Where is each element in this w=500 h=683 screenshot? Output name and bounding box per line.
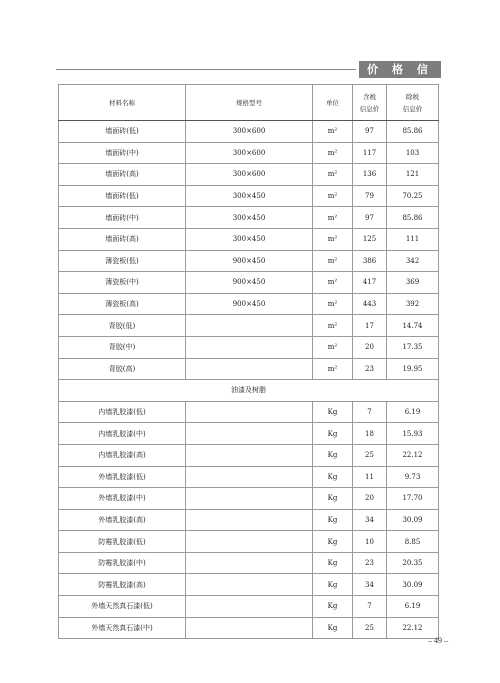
cell-price-tax-excl: 342 xyxy=(387,250,439,272)
cell-unit: Kg xyxy=(313,423,353,445)
cell-name: 墙面砖(低) xyxy=(59,185,186,207)
cell-price-tax-incl: 79 xyxy=(353,185,387,207)
cell-unit: Kg xyxy=(313,552,353,574)
cell-name: 外墙乳胶漆(高) xyxy=(59,509,186,531)
col-header-unit: 单位 xyxy=(313,85,353,121)
cell-price-tax-incl: 125 xyxy=(353,228,387,250)
cell-spec: 900×450 xyxy=(186,293,313,315)
cell-unit: m² xyxy=(313,315,353,337)
cell-price-tax-excl: 70.25 xyxy=(387,185,439,207)
table-row xyxy=(59,272,439,294)
cell-unit: Kg xyxy=(313,444,353,466)
section-badge: 价 格 信 息 xyxy=(359,61,441,78)
cell-name: 墙面砖(高) xyxy=(59,164,186,186)
cell-price-tax-incl: 18 xyxy=(353,423,387,445)
cell-unit: m² xyxy=(313,207,353,229)
table-row xyxy=(59,164,439,186)
table-row xyxy=(59,401,439,423)
table-body xyxy=(59,121,439,639)
cell-name: 防霉乳胶漆(中) xyxy=(59,552,186,574)
cell-spec xyxy=(186,423,313,445)
cell-price-tax-excl: 9.73 xyxy=(387,466,439,488)
table-row xyxy=(59,531,439,553)
table-row xyxy=(59,315,439,337)
cell-unit: m² xyxy=(313,142,353,164)
cell-unit: m² xyxy=(313,293,353,315)
cell-price-tax-incl: 25 xyxy=(353,617,387,639)
table-row xyxy=(59,142,439,164)
table-row xyxy=(59,574,439,596)
table-row xyxy=(59,423,439,445)
cell-spec xyxy=(186,401,313,423)
cell-spec xyxy=(186,596,313,618)
table-row xyxy=(59,617,439,639)
table-row xyxy=(59,207,439,229)
cell-price-tax-incl: 20 xyxy=(353,336,387,358)
cell-spec: 300×600 xyxy=(186,121,313,143)
cell-price-tax-incl: 97 xyxy=(353,121,387,143)
cell-spec xyxy=(186,552,313,574)
table-row xyxy=(59,121,439,143)
cell-name: 内墙乳胶漆(中) xyxy=(59,423,186,445)
cell-name: 墙面砖(低) xyxy=(59,121,186,143)
cell-name: 墙面砖(中) xyxy=(59,142,186,164)
cell-price-tax-incl: 11 xyxy=(353,466,387,488)
cell-spec: 900×450 xyxy=(186,272,313,294)
cell-price-tax-incl: 443 xyxy=(353,293,387,315)
cell-price-tax-incl: 34 xyxy=(353,509,387,531)
cell-price-tax-incl: 20 xyxy=(353,488,387,510)
cell-spec xyxy=(186,444,313,466)
cell-price-tax-incl: 97 xyxy=(353,207,387,229)
cell-name: 背胶(高) xyxy=(59,358,186,380)
table-row xyxy=(59,358,439,380)
cell-price-tax-incl: 23 xyxy=(353,552,387,574)
cell-price-tax-excl: 103 xyxy=(387,142,439,164)
cell-price-tax-incl: 7 xyxy=(353,596,387,618)
cell-name: 薄瓷板(高) xyxy=(59,293,186,315)
table-header-row xyxy=(59,85,439,121)
cell-spec: 300×450 xyxy=(186,207,313,229)
table-row xyxy=(59,488,439,510)
cell-price-tax-incl: 23 xyxy=(353,358,387,380)
cell-unit: m² xyxy=(313,121,353,143)
col-header-tax-excl: 除税 信息价 xyxy=(387,85,439,121)
cell-spec xyxy=(186,574,313,596)
cell-name: 墙面砖(中) xyxy=(59,207,186,229)
cell-price-tax-incl: 7 xyxy=(353,401,387,423)
cell-spec: 300×600 xyxy=(186,142,313,164)
cell-name: 墙面砖(高) xyxy=(59,228,186,250)
cell-name: 外墙乳胶漆(低) xyxy=(59,466,186,488)
cell-price-tax-excl: 85.86 xyxy=(387,121,439,143)
cell-price-tax-incl: 417 xyxy=(353,272,387,294)
cell-spec xyxy=(186,358,313,380)
cell-price-tax-excl: 30.09 xyxy=(387,574,439,596)
cell-price-tax-excl: 20.35 xyxy=(387,552,439,574)
cell-unit: Kg xyxy=(313,531,353,553)
cell-price-tax-excl: 6.19 xyxy=(387,596,439,618)
cell-price-tax-incl: 117 xyxy=(353,142,387,164)
cell-name: 防霉乳胶漆(低) xyxy=(59,531,186,553)
cell-spec xyxy=(186,315,313,337)
cell-name: 内墙乳胶漆(低) xyxy=(59,401,186,423)
header-rule xyxy=(56,69,356,70)
cell-spec xyxy=(186,617,313,639)
section-label: 油漆及树脂 xyxy=(59,380,439,402)
cell-spec xyxy=(186,531,313,553)
cell-price-tax-excl: 369 xyxy=(387,272,439,294)
cell-spec: 300×450 xyxy=(186,185,313,207)
cell-price-tax-incl: 17 xyxy=(353,315,387,337)
table-row xyxy=(59,552,439,574)
cell-price-tax-excl: 85.86 xyxy=(387,207,439,229)
cell-price-tax-incl: 25 xyxy=(353,444,387,466)
cell-name: 外墙乳胶漆(中) xyxy=(59,488,186,510)
cell-price-tax-excl: 22.12 xyxy=(387,444,439,466)
cell-name: 内墙乳胶漆(高) xyxy=(59,444,186,466)
cell-price-tax-incl: 386 xyxy=(353,250,387,272)
cell-unit: m² xyxy=(313,358,353,380)
cell-unit: m² xyxy=(313,164,353,186)
table-row xyxy=(59,444,439,466)
cell-name: 防霉乳胶漆(高) xyxy=(59,574,186,596)
table-row xyxy=(59,293,439,315)
page-number: – 49 – xyxy=(428,636,448,645)
cell-price-tax-excl: 15.93 xyxy=(387,423,439,445)
cell-price-tax-excl: 8.85 xyxy=(387,531,439,553)
cell-spec: 300×600 xyxy=(186,164,313,186)
table-row xyxy=(59,185,439,207)
cell-unit: Kg xyxy=(313,488,353,510)
cell-price-tax-excl: 19.95 xyxy=(387,358,439,380)
cell-unit: Kg xyxy=(313,617,353,639)
cell-name: 外墙天然真石漆(中) xyxy=(59,617,186,639)
price-table xyxy=(58,84,439,639)
cell-price-tax-excl: 22.12 xyxy=(387,617,439,639)
cell-unit: Kg xyxy=(313,596,353,618)
cell-spec: 900×450 xyxy=(186,250,313,272)
cell-price-tax-incl: 10 xyxy=(353,531,387,553)
cell-unit: m² xyxy=(313,185,353,207)
table-row xyxy=(59,228,439,250)
cell-price-tax-excl: 6.19 xyxy=(387,401,439,423)
cell-unit: Kg xyxy=(313,466,353,488)
table-row xyxy=(59,250,439,272)
table-row xyxy=(59,596,439,618)
cell-unit: m² xyxy=(313,336,353,358)
cell-spec: 300×450 xyxy=(186,228,313,250)
cell-spec xyxy=(186,488,313,510)
cell-unit: Kg xyxy=(313,509,353,531)
cell-unit: m² xyxy=(313,228,353,250)
cell-name: 外墙天然真石漆(低) xyxy=(59,596,186,618)
cell-price-tax-excl: 17.35 xyxy=(387,336,439,358)
cell-price-tax-incl: 136 xyxy=(353,164,387,186)
cell-name: 薄瓷板(中) xyxy=(59,272,186,294)
table-row xyxy=(59,509,439,531)
col-header-name: 材料名称 xyxy=(59,85,186,121)
cell-name: 薄瓷板(低) xyxy=(59,250,186,272)
cell-price-tax-excl: 392 xyxy=(387,293,439,315)
cell-price-tax-excl: 30.09 xyxy=(387,509,439,531)
col-header-tax-incl: 含税 信息价 xyxy=(353,85,387,121)
cell-price-tax-incl: 34 xyxy=(353,574,387,596)
cell-unit: m² xyxy=(313,250,353,272)
cell-name: 背胶(中) xyxy=(59,336,186,358)
cell-unit: Kg xyxy=(313,401,353,423)
col-header-spec: 规格型号 xyxy=(186,85,313,121)
cell-price-tax-excl: 111 xyxy=(387,228,439,250)
table-row xyxy=(59,336,439,358)
cell-spec xyxy=(186,466,313,488)
cell-unit: m² xyxy=(313,272,353,294)
table-row xyxy=(59,466,439,488)
cell-price-tax-excl: 121 xyxy=(387,164,439,186)
cell-name: 背胶(低) xyxy=(59,315,186,337)
section-row xyxy=(59,380,439,402)
cell-price-tax-excl: 14.74 xyxy=(387,315,439,337)
cell-spec xyxy=(186,509,313,531)
cell-spec xyxy=(186,336,313,358)
cell-price-tax-excl: 17.70 xyxy=(387,488,439,510)
cell-unit: Kg xyxy=(313,574,353,596)
